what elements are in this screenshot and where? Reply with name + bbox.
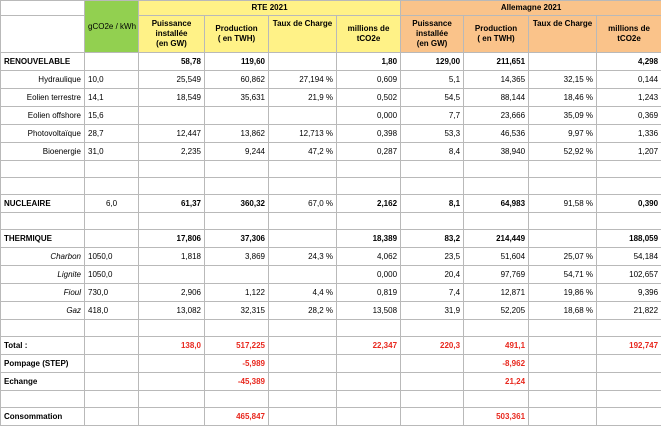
cell-fioul-label: Fioul <box>1 284 85 302</box>
row-consommation <box>1 408 661 426</box>
cell-eolien-terrestre-fr-prod: 35,631 <box>205 89 269 107</box>
cell-photovoltaique-fr-prod: 13,862 <box>205 125 269 143</box>
cell-fioul-de-m: 9,396 <box>597 284 661 302</box>
row-lignite <box>1 266 661 284</box>
empty-cell <box>139 391 205 408</box>
empty-cell <box>401 355 464 373</box>
cell-fioul-fr-t: 4,4 % <box>269 284 337 302</box>
cell-nucleaire-de-p: 8,1 <box>401 195 464 213</box>
cell-renouvelable-de-m: 4,298 <box>597 53 661 71</box>
cell-bioenergie-fr-prod: 9,244 <box>205 143 269 161</box>
empty-cell <box>529 391 597 408</box>
empty-cell <box>139 178 205 195</box>
cell-hydraulique-fr-m: 0,609 <box>337 71 401 89</box>
cell-consommation-label: Consommation <box>1 408 85 426</box>
cell-lignite-fr-m: 0,000 <box>337 266 401 284</box>
cell-gaz-de-prod: 52,205 <box>464 302 529 320</box>
cell-thermique-de-prod: 214,449 <box>464 230 529 248</box>
cell-photovoltaique-de-t: 9,97 % <box>529 125 597 143</box>
cell-bioenergie-de-prod: 38,940 <box>464 143 529 161</box>
empty-cell <box>85 408 139 426</box>
cell-gaz-fr-m: 13,508 <box>337 302 401 320</box>
cell-renouvelable-de-prod: 211,651 <box>464 53 529 71</box>
cell-bioenergie-fr-m: 0,287 <box>337 143 401 161</box>
header-blank <box>1 1 85 16</box>
cell-gaz-fr-p: 13,082 <box>139 302 205 320</box>
cell-charbon-de-p: 23,5 <box>401 248 464 266</box>
cell-eolien-offshore-label: Eolien offshore <box>1 107 85 125</box>
cell-renouvelable-fr-p: 58,78 <box>139 53 205 71</box>
empty-cell <box>1 178 85 195</box>
header-row-top <box>1 1 661 16</box>
empty-cell <box>597 213 661 230</box>
cell-photovoltaique-label: Photovoltaïque <box>1 125 85 143</box>
cell-nucleaire-fr-t: 67,0 % <box>269 195 337 213</box>
empty-cell <box>85 391 139 408</box>
cell-bioenergie-de-t: 52,92 % <box>529 143 597 161</box>
spacer-row <box>1 161 661 178</box>
row-photovoltaique <box>1 125 661 143</box>
empty-cell <box>139 107 205 125</box>
cell-pompage-de-prod: -8,962 <box>464 355 529 373</box>
empty-cell <box>85 320 139 337</box>
cell-charbon-fr-prod: 3,869 <box>205 248 269 266</box>
cell-eolien-terrestre-de-prod: 88,144 <box>464 89 529 107</box>
empty-cell <box>269 391 337 408</box>
header-fr-puissance: Puissance installée (en GW) <box>139 16 205 53</box>
empty-cell <box>401 408 464 426</box>
cell-gaz-de-m: 21,822 <box>597 302 661 320</box>
empty-cell <box>529 53 597 71</box>
header-de-taux: Taux de Charge <box>529 16 597 53</box>
cell-consommation-fr-prod: 465,847 <box>205 408 269 426</box>
cell-thermique-de-m: 188,059 <box>597 230 661 248</box>
empty-cell <box>269 161 337 178</box>
empty-cell <box>139 355 205 373</box>
row-charbon <box>1 248 661 266</box>
empty-cell <box>269 355 337 373</box>
cell-total-fr-p: 138,0 <box>139 337 205 355</box>
row-nucleaire <box>1 195 661 213</box>
cell-fioul-de-t: 19,86 % <box>529 284 597 302</box>
empty-cell <box>205 320 269 337</box>
spacer-row <box>1 391 661 408</box>
empty-cell <box>337 178 401 195</box>
empty-cell <box>269 178 337 195</box>
cell-charbon-de-m: 54,184 <box>597 248 661 266</box>
cell-photovoltaique-fr-p: 12,447 <box>139 125 205 143</box>
cell-eolien-offshore-de-p: 7,7 <box>401 107 464 125</box>
cell-renouvelable-fr-m: 1,80 <box>337 53 401 71</box>
cell-echange-de-prod: 21,24 <box>464 373 529 391</box>
empty-cell <box>205 178 269 195</box>
cell-nucleaire-label: NUCLEAIRE <box>1 195 85 213</box>
cell-renouvelable-fr-prod: 119,60 <box>205 53 269 71</box>
cell-bioenergie-g: 31,0 <box>85 143 139 161</box>
empty-cell <box>85 230 139 248</box>
cell-photovoltaique-fr-t: 12,713 % <box>269 125 337 143</box>
empty-cell <box>597 373 661 391</box>
cell-hydraulique-fr-t: 27,194 % <box>269 71 337 89</box>
cell-bioenergie-label: Bioenergie <box>1 143 85 161</box>
cell-consommation-de-prod: 503,361 <box>464 408 529 426</box>
cell-nucleaire-de-m: 0,390 <box>597 195 661 213</box>
cell-echange-fr-prod: -45,389 <box>205 373 269 391</box>
empty-cell <box>1 320 85 337</box>
cell-gaz-de-p: 31,9 <box>401 302 464 320</box>
spacer-row <box>1 320 661 337</box>
empty-cell <box>337 161 401 178</box>
empty-cell <box>269 230 337 248</box>
cell-pompage-label: Pompage (STEP) <box>1 355 85 373</box>
cell-charbon-fr-t: 24,3 % <box>269 248 337 266</box>
cell-eolien-terrestre-de-t: 18,46 % <box>529 89 597 107</box>
cell-thermique-fr-p: 17,806 <box>139 230 205 248</box>
cell-hydraulique-de-p: 5,1 <box>401 71 464 89</box>
cell-bioenergie-fr-t: 47,2 % <box>269 143 337 161</box>
row-thermique <box>1 230 661 248</box>
cell-nucleaire-fr-prod: 360,32 <box>205 195 269 213</box>
empty-cell <box>205 161 269 178</box>
empty-cell <box>597 355 661 373</box>
cell-nucleaire-de-t: 91,58 % <box>529 195 597 213</box>
spacer-row <box>1 213 661 230</box>
cell-nucleaire-fr-p: 61,37 <box>139 195 205 213</box>
empty-cell <box>401 373 464 391</box>
cell-photovoltaique-de-p: 53,3 <box>401 125 464 143</box>
empty-cell <box>529 161 597 178</box>
empty-cell <box>401 178 464 195</box>
empty-cell <box>597 320 661 337</box>
empty-cell <box>529 373 597 391</box>
header-rte: RTE 2021 <box>139 1 401 16</box>
empty-cell <box>529 230 597 248</box>
row-gaz <box>1 302 661 320</box>
empty-cell <box>464 213 529 230</box>
cell-gaz-label: Gaz <box>1 302 85 320</box>
cell-total-label: Total : <box>1 337 85 355</box>
empty-cell <box>269 213 337 230</box>
cell-pompage-fr-prod: -5,989 <box>205 355 269 373</box>
empty-cell <box>464 320 529 337</box>
empty-cell <box>269 53 337 71</box>
cell-thermique-fr-prod: 37,306 <box>205 230 269 248</box>
empty-cell <box>205 107 269 125</box>
spacer-row <box>1 178 661 195</box>
empty-cell <box>1 16 85 53</box>
empty-cell <box>139 408 205 426</box>
cell-photovoltaique-de-m: 1,336 <box>597 125 661 143</box>
empty-cell <box>337 355 401 373</box>
cell-eolien-terrestre-de-m: 1,243 <box>597 89 661 107</box>
empty-cell <box>337 408 401 426</box>
empty-cell <box>139 266 205 284</box>
empty-cell <box>401 213 464 230</box>
header-fr-millions: millions de tCO2e <box>337 16 401 53</box>
cell-fioul-fr-p: 2,906 <box>139 284 205 302</box>
cell-bioenergie-de-p: 8,4 <box>401 143 464 161</box>
cell-fioul-fr-prod: 1,122 <box>205 284 269 302</box>
cell-photovoltaique-de-prod: 46,536 <box>464 125 529 143</box>
row-hydraulique <box>1 71 661 89</box>
cell-lignite-de-p: 20,4 <box>401 266 464 284</box>
empty-cell <box>464 161 529 178</box>
empty-cell <box>85 355 139 373</box>
empty-cell <box>269 408 337 426</box>
cell-hydraulique-label: Hydraulique <box>1 71 85 89</box>
row-renouvelable <box>1 53 661 71</box>
cell-fioul-fr-m: 0,819 <box>337 284 401 302</box>
cell-eolien-terrestre-de-p: 54,5 <box>401 89 464 107</box>
row-eolien-terrestre <box>1 89 661 107</box>
empty-cell <box>205 266 269 284</box>
empty-cell <box>529 355 597 373</box>
cell-bioenergie-fr-p: 2,235 <box>139 143 205 161</box>
row-pompage <box>1 355 661 373</box>
row-total <box>1 337 661 355</box>
cell-total-fr-prod: 517,225 <box>205 337 269 355</box>
empty-cell <box>464 391 529 408</box>
header-de-puissance: Puissance installée (en GW) <box>401 16 464 53</box>
empty-cell <box>1 391 85 408</box>
cell-bioenergie-de-m: 1,207 <box>597 143 661 161</box>
empty-cell <box>269 107 337 125</box>
empty-cell <box>337 391 401 408</box>
empty-cell <box>85 178 139 195</box>
empty-cell <box>401 161 464 178</box>
cell-fioul-de-p: 7,4 <box>401 284 464 302</box>
empty-cell <box>337 213 401 230</box>
empty-cell <box>85 213 139 230</box>
empty-cell <box>139 373 205 391</box>
header-fr-taux: Taux de Charge <box>269 16 337 53</box>
cell-eolien-offshore-fr-m: 0,000 <box>337 107 401 125</box>
header-fr-production: Production ( en TWH) <box>205 16 269 53</box>
cell-total-de-p: 220,3 <box>401 337 464 355</box>
empty-cell <box>401 320 464 337</box>
cell-thermique-fr-m: 18,389 <box>337 230 401 248</box>
cell-gaz-fr-t: 28,2 % <box>269 302 337 320</box>
cell-thermique-label: THERMIQUE <box>1 230 85 248</box>
empty-cell <box>269 373 337 391</box>
row-bioenergie <box>1 143 661 161</box>
header-de-production: Production ( en TWH) <box>464 16 529 53</box>
header-allemagne: Allemagne 2021 <box>401 1 661 16</box>
empty-cell <box>597 391 661 408</box>
cell-nucleaire-de-prod: 64,983 <box>464 195 529 213</box>
cell-hydraulique-fr-prod: 60,862 <box>205 71 269 89</box>
cell-eolien-terrestre-fr-m: 0,502 <box>337 89 401 107</box>
cell-total-de-m: 192,747 <box>597 337 661 355</box>
cell-renouvelable-label: RENOUVELABLE <box>1 53 85 71</box>
cell-photovoltaique-g: 28,7 <box>85 125 139 143</box>
empty-cell <box>597 178 661 195</box>
cell-charbon-g: 1050,0 <box>85 248 139 266</box>
cell-hydraulique-de-m: 0,144 <box>597 71 661 89</box>
cell-eolien-offshore-de-m: 0,369 <box>597 107 661 125</box>
header-gco2: gCO2e / kWh <box>85 1 139 53</box>
cell-hydraulique-fr-p: 25,549 <box>139 71 205 89</box>
empty-cell <box>529 337 597 355</box>
empty-cell <box>529 408 597 426</box>
cell-hydraulique-de-prod: 14,365 <box>464 71 529 89</box>
empty-cell <box>464 178 529 195</box>
cell-gaz-fr-prod: 32,315 <box>205 302 269 320</box>
empty-cell <box>269 337 337 355</box>
cell-charbon-fr-m: 4,062 <box>337 248 401 266</box>
cell-echange-label: Echange <box>1 373 85 391</box>
cell-total-de-prod: 491,1 <box>464 337 529 355</box>
empty-cell <box>529 213 597 230</box>
empty-cell <box>85 161 139 178</box>
cell-gaz-de-t: 18,68 % <box>529 302 597 320</box>
cell-eolien-offshore-g: 15,6 <box>85 107 139 125</box>
header-de-millions: millions de tCO2e <box>597 16 661 53</box>
cell-lignite-label: Lignite <box>1 266 85 284</box>
cell-eolien-terrestre-fr-t: 21,9 % <box>269 89 337 107</box>
cell-eolien-offshore-de-t: 35,09 % <box>529 107 597 125</box>
cell-charbon-fr-p: 1,818 <box>139 248 205 266</box>
cell-charbon-de-t: 25,07 % <box>529 248 597 266</box>
empty-cell <box>85 373 139 391</box>
cell-hydraulique-g: 10,0 <box>85 71 139 89</box>
cell-eolien-terrestre-g: 14,1 <box>85 89 139 107</box>
cell-fioul-de-prod: 12,871 <box>464 284 529 302</box>
cell-eolien-terrestre-fr-p: 18,549 <box>139 89 205 107</box>
cell-photovoltaique-fr-m: 0,398 <box>337 125 401 143</box>
cell-charbon-de-prod: 51,604 <box>464 248 529 266</box>
cell-charbon-label: Charbon <box>1 248 85 266</box>
empty-cell <box>269 320 337 337</box>
cell-nucleaire-fr-m: 2,162 <box>337 195 401 213</box>
empty-cell <box>401 391 464 408</box>
empty-cell <box>269 266 337 284</box>
cell-lignite-g: 1050,0 <box>85 266 139 284</box>
row-eolien-offshore <box>1 107 661 125</box>
row-fioul <box>1 284 661 302</box>
cell-eolien-offshore-de-prod: 23,666 <box>464 107 529 125</box>
empty-cell <box>205 391 269 408</box>
empty-cell <box>205 213 269 230</box>
cell-lignite-de-t: 54,71 % <box>529 266 597 284</box>
cell-thermique-de-p: 83,2 <box>401 230 464 248</box>
empty-cell <box>85 53 139 71</box>
cell-lignite-de-prod: 97,769 <box>464 266 529 284</box>
empty-cell <box>1 161 85 178</box>
empty-cell <box>337 320 401 337</box>
empty-cell <box>529 320 597 337</box>
empty-cell <box>139 320 205 337</box>
empty-cell <box>1 213 85 230</box>
empty-cell <box>337 373 401 391</box>
empty-cell <box>139 161 205 178</box>
empty-cell <box>139 213 205 230</box>
row-echange <box>1 373 661 391</box>
cell-hydraulique-de-t: 32,15 % <box>529 71 597 89</box>
empty-cell <box>85 337 139 355</box>
empty-cell <box>597 408 661 426</box>
cell-fioul-g: 730,0 <box>85 284 139 302</box>
empty-cell <box>597 161 661 178</box>
cell-renouvelable-de-p: 129,00 <box>401 53 464 71</box>
cell-lignite-de-m: 102,657 <box>597 266 661 284</box>
cell-gaz-g: 418,0 <box>85 302 139 320</box>
cell-eolien-terrestre-label: Eolien terrestre <box>1 89 85 107</box>
cell-nucleaire-g: 6,0 <box>85 195 139 213</box>
cell-total-fr-m: 22,347 <box>337 337 401 355</box>
empty-cell <box>529 178 597 195</box>
